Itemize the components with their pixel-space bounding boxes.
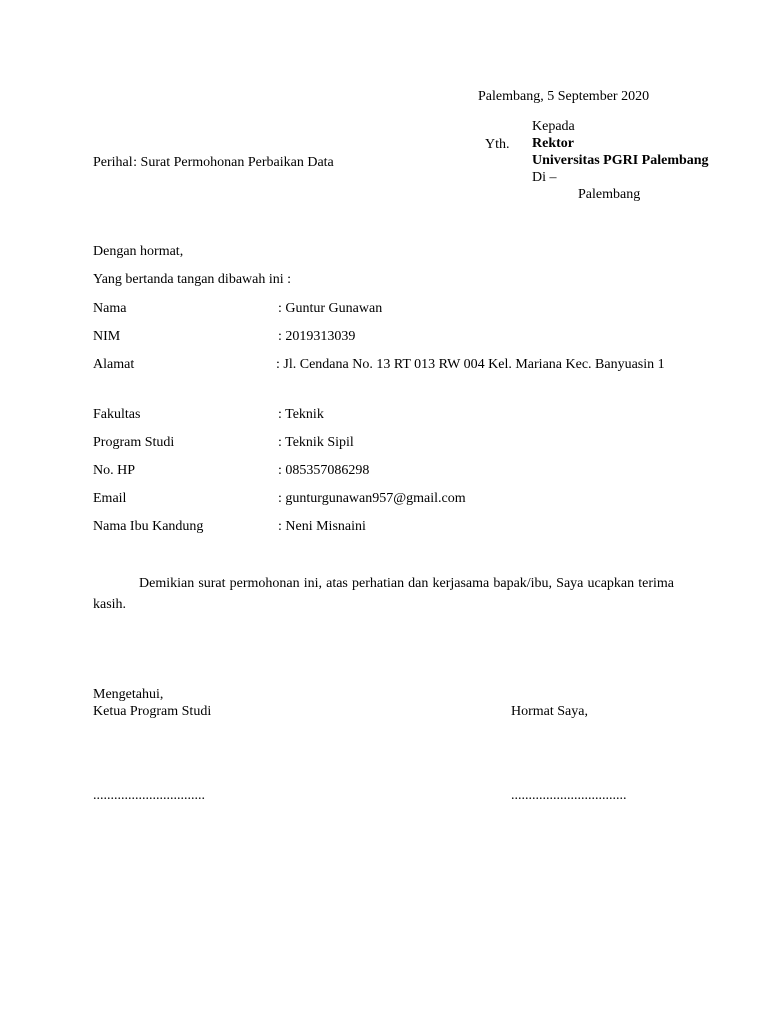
field-value: : 2019313039 (278, 329, 356, 344)
field-label: Program Studi (93, 435, 175, 450)
signature-right-dots: ................................. (511, 788, 627, 803)
field-label: Nama Ibu Kandung (93, 519, 204, 534)
field-label: Alamat (93, 357, 135, 372)
field-label: No. HP (93, 463, 136, 478)
field-value: : 085357086298 (278, 463, 370, 478)
closing-paragraph: Demikian surat permohonan ini, atas perhatian dan kerjasama bapak/ibu, Saya ucapkan terima kasih. (93, 576, 674, 612)
field-value: : Neni Misnaini (278, 519, 366, 534)
field-value: : Teknik (278, 407, 324, 422)
field-value: : Guntur Gunawan (278, 301, 383, 316)
field-value: : Teknik Sipil (278, 435, 354, 450)
field-label: Email (93, 491, 127, 506)
greeting: Dengan hormat, (93, 244, 184, 259)
field-label: NIM (93, 329, 121, 344)
recipient-di: Di – (532, 170, 557, 185)
signature-left-title: Ketua Program Studi (93, 704, 212, 719)
recipient-rektor: Rektor (532, 136, 574, 151)
field-value: : gunturgunawan957@gmail.com (278, 491, 466, 506)
subject-line (93, 154, 334, 171)
recipient-university: Universitas PGRI Palembang (532, 153, 709, 168)
field-value-address: : Jl. Cendana No. 13 RT 013 RW 004 Kel. Mariana Kec. Banyuasin 1 (276, 357, 665, 372)
signature-right-title: Hormat Saya, (511, 704, 588, 719)
place-date: Palembang, 5 September 2020 (478, 89, 650, 104)
field-label: Fakultas (93, 407, 141, 422)
signature-left-mengetahui: Mengetahui, (93, 687, 164, 702)
subject-text: : Surat Permohonan Perbaikan Data (133, 155, 334, 170)
subject-label: Perihal (93, 155, 133, 170)
signature-left-dots: ................................ (93, 788, 205, 803)
recipient-yth: Yth. (485, 137, 510, 152)
recipient-kepada: Kepada (532, 119, 575, 134)
intro-line: Yang bertanda tangan dibawah ini : (93, 272, 292, 287)
recipient-city: Palembang (578, 187, 641, 202)
field-label: Nama (93, 301, 127, 316)
